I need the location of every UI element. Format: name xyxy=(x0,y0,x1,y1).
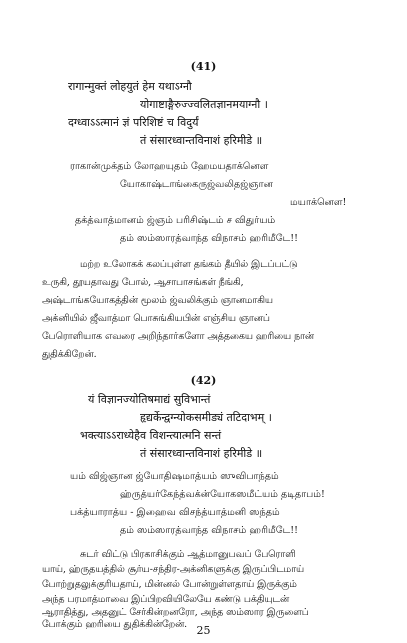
sanskrit-line: हृद्यर्केन्द्वग्न्योकसमीड्यं तटिदाभम् । xyxy=(140,411,272,424)
prose-line: அஷ்டாங்கயோகத்தின் மூலம் ஜ்வலிக்கும் ஞானமாகிய xyxy=(42,295,273,306)
prose-line: போற்றுதலுக்குரியதாய், மின்னல் போன்றுள்ளதாய் இருக்கும் xyxy=(42,579,297,590)
tamil-transliteration-line: யம் விஜ்ஞான ஜ்யோதிஷமாத்யம் ஸுவிபாந்தம் xyxy=(70,471,279,482)
prose-line: அந்த பரமாத்மாவை இப்பிறவியிலேயே கண்டு பக்தியுடன் xyxy=(42,594,290,605)
tamil-transliteration-line: தக்த்வாத்மானம் ஜ்ஞம் பரிசிஷ்டம் ச விதுர்யம் xyxy=(75,215,276,226)
tamil-transliteration-line: தம் ஸம்ஸாரத்வாந்த விநாசம் ஹரிமீடே!! xyxy=(120,525,298,536)
sanskrit-line: रागान्मुक्तं लोहयुतं हेम यथाऽग्नौ xyxy=(68,80,192,93)
prose-line: உருகி, தூயதாவது போல், ஆசாபாசங்கள் நீங்கி, xyxy=(42,277,244,288)
prose-line: பேரொளியாக எவரை அறிந்தார்களோ அத்தகைய ஹரியை நான் xyxy=(42,331,314,342)
prose-line: சுடர் விட்டு பிரகாசிக்கும் ஆத்மானுபவப் பேரொளி xyxy=(80,549,296,560)
tamil-transliteration-line: ராகான்முக்தம் லோஹயுதம் ஹேமயதாக்னௌ xyxy=(70,161,269,172)
tamil-transliteration-line: மயாக்னௌ! xyxy=(290,197,347,208)
prose-line: போக்கும் ஹரியை துதிக்கின்றேன். xyxy=(42,619,188,630)
prose-line: யாய், ஹ்ருதயத்தில் சூர்ய-சந்திர-அக்னிகளுக்கு இருப்பிடமாய் xyxy=(42,564,305,575)
prose-line: மற்ற உலோகக் கலப்புள்ள தங்கம் தீயில் இடப்பட்டு xyxy=(80,259,298,270)
sanskrit-line: यं विज्ञानज्योतिषमाद्यं सुविभान्तं xyxy=(88,393,211,406)
tamil-transliteration-line: தம் ஸம்ஸாரத்வாந்த விநாசம் ஹரிமீடே!! xyxy=(120,233,298,244)
prose-line: ஆராதித்து, அதனுட் சேர்கின்றனரோ, அந்த ஸம்ஸார இருளைப் xyxy=(42,607,309,618)
prose-line: அக்னியில் ஜீவாத்மா பொசுங்கியபின் எஞ்சிய ஞானப் xyxy=(42,313,270,324)
tamil-transliteration-line: ஹ்ருத்யர்கேந்த்வக்ன்யோகஸமீட்யம் தடிதாபம்! xyxy=(120,489,325,500)
tamil-transliteration-line: யோகாஷ்டாங்கைருஜ்வலிதஜ்ஞான xyxy=(120,179,273,190)
sanskrit-line: दग्ध्वाऽऽत्मानं ज्ञं परिशिष्टं च विदुर्यं xyxy=(68,116,199,129)
prose-line: துதிக்கிறேன். xyxy=(42,349,97,360)
verse-number-42: (42) xyxy=(190,374,217,387)
verse-number-41: (41) xyxy=(190,60,217,73)
sanskrit-line: योगाष्टाङ्गैरुज्ज्वलितज्ञानमयाग्नौ । xyxy=(140,98,268,111)
sanskrit-line: भक्त्याऽऽराध्येहैव विशन्त्यात्मनि सन्तं xyxy=(80,429,222,442)
sanskrit-line: तं संसारध्वान्तविनाशं हरिमीडे ॥ xyxy=(140,134,263,147)
sanskrit-line: तं संसारध्वान्तविनाशं हरिमीडे ॥ xyxy=(140,447,263,460)
page-number: 25 xyxy=(196,624,211,637)
tamil-transliteration-line: பக்த்யாராத்ய - இஹைவ விசந்த்யாத்மனி ஸந்தம் xyxy=(70,507,280,518)
